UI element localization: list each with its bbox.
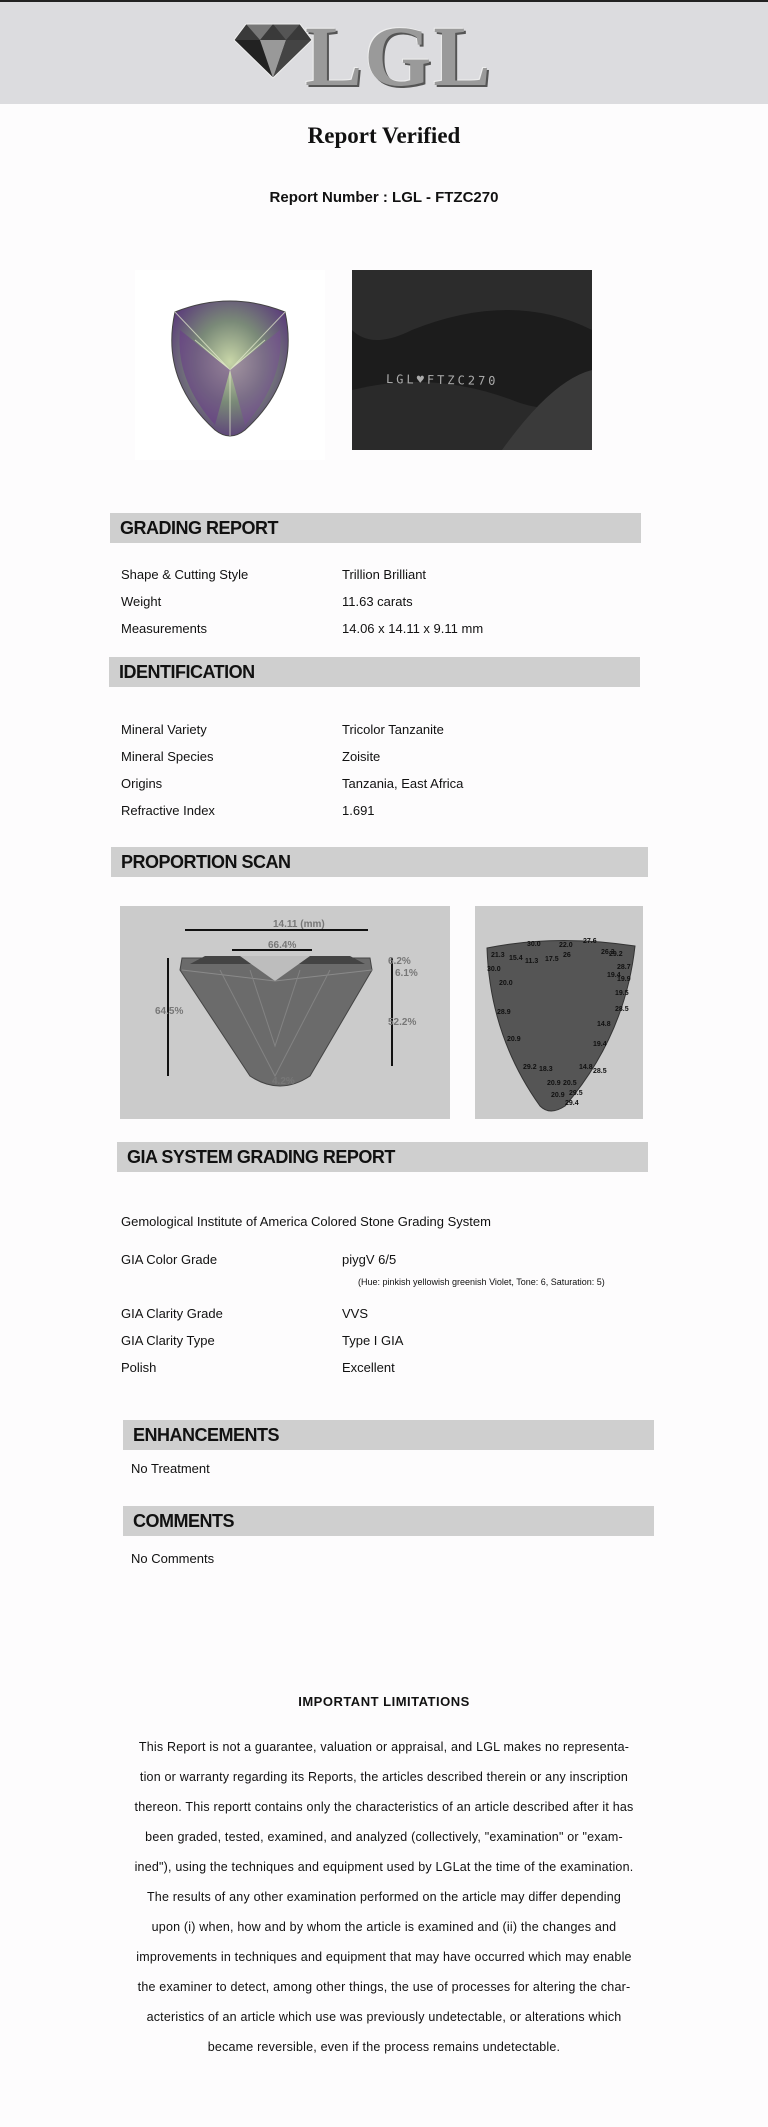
limitations-line: This Report is not a guarantee, valuation or appraisal, and LGL makes no representa- [138,1740,630,1754]
identification-value-3: 1.691 [342,803,375,818]
proportion-heading: PROPORTION SCAN [111,847,648,877]
limitations-line: upon (i) when, how and by whom the article is examined and (ii) the changes and [151,1920,617,1934]
label-pavilion: 52.2% [388,1017,417,1028]
top-value-label: 11.3 [525,958,539,965]
label-crown2: 6.1% [395,968,418,979]
gia-color-value: piygV 6/5 [342,1252,397,1267]
top-value-label: 29.2 [523,1064,537,1071]
limitations-line: improvements in techniques and equipment that may have occurred which may enable [136,1950,632,1964]
label-width: 14.11 (mm) [273,919,325,930]
top-value-label: 15.4 [509,955,523,962]
top-value-label: 30.0 [487,966,501,973]
gia-color-label: GIA Color Grade [121,1252,218,1267]
top-value-label: 21.3 [491,952,505,959]
trillion-gem-icon [135,270,325,460]
comments-text: No Comments [131,1551,215,1566]
label-depth: 64.5% [155,1006,184,1017]
inscription-photo [352,270,592,450]
gia-value-0: VVS [342,1306,369,1321]
limitations-line: The results of any other examination performed on the article may differ depending [146,1890,622,1904]
identification-heading: IDENTIFICATION [109,657,640,687]
limitations-line: the examiner to detect, among other things, the use of processes for altering the char- [137,1980,631,1994]
limitations-line: thereon. This reportt contains only the characteristics of an article described after it has [134,1800,634,1814]
top-value-label: 14.8 [597,1021,611,1028]
top-value-label: 20.9 [547,1080,561,1087]
identification-label-2: Origins [121,776,163,791]
diamond-logo-icon [232,18,314,80]
limitations-line: tion or warranty regarding its Reports, the articles described therein or any inscription [139,1770,629,1784]
top-value-label: 28.7 [617,964,631,971]
grading-heading: GRADING REPORT [110,513,641,543]
limitations-line: ined"), using the techniques and equipment used by LGLat the time of the examination. [134,1860,634,1874]
logo-text: LGL [305,8,493,104]
top-values [475,906,643,1119]
page-title: Report Verified [307,123,461,148]
gem-photo [135,270,325,460]
top-value-label: 19.9 [617,976,631,983]
top-value-label: 27.6 [583,938,597,945]
identification-label-0: Mineral Variety [121,722,207,737]
top-value-label: 30.0 [527,941,541,948]
identification-value-2: Tanzania, East Africa [342,776,464,791]
grading-label-2: Measurements [121,621,207,636]
top-value-label: 20.0 [499,980,513,987]
top-value-label: 18.3 [539,1066,553,1073]
identification-value-1: Zoisite [342,749,381,764]
comments-heading: COMMENTS [123,1506,654,1536]
top-value-label: 29.5 [569,1090,583,1097]
top-value-label: 28.5 [593,1068,607,1075]
top-value-label: 20.5 [563,1080,577,1087]
grading-value-1: 11.63 carats [342,594,413,609]
top-value-label: 19.4 [607,972,621,979]
limitations-body [118,1732,650,2062]
label-table: 66.4% [268,940,297,951]
gia-heading: GIA SYSTEM GRADING REPORT [117,1142,648,1172]
limitations-line: became reversible, even if the process remains undetectable. [207,2040,561,2054]
gia-value-2: Excellent [342,1360,395,1375]
gia-subtitle: Gemological Institute of America Colored Stone Grading System [121,1214,491,1229]
identification-value-0: Tricolor Tanzanite [342,722,444,737]
side-profile-diagram [120,906,450,1119]
identification-label-1: Mineral Species [121,749,214,764]
identification-label-3: Refractive Index [121,803,215,818]
top-value-label: 22.0 [559,942,573,949]
label-culet: 4.2% [272,1076,295,1087]
limitations-line: been graded, tested, examined, and analyzed (collectively, "examination" or "exam- [145,1830,623,1844]
enhancements-heading: ENHANCEMENTS [123,1420,654,1450]
top-value-label: 14.8 [579,1064,593,1071]
limitations-heading: IMPORTANT LIMITATIONS [298,1694,470,1709]
grading-label-0: Shape & Cutting Style [121,567,249,582]
gia-color-note: (Hue: pinkish yellowish greenish Violet, Tone: 6, Saturation: 5) [358,1277,605,1287]
gia-value-1: Type I GIA [342,1333,404,1348]
top-view-diagram [475,906,643,1119]
top-value-label: 17.5 [545,956,559,963]
grading-value-0: Trillion Brilliant [342,567,427,582]
top-value-label: 20.9 [551,1092,565,1099]
limitations-line: acteristics of an article which use was previously undetectable, or alterations which [146,2010,622,2024]
top-value-label: 19.4 [593,1041,607,1048]
gia-label-2: Polish [121,1360,157,1375]
top-value-label: 29.2 [609,951,623,958]
top-value-label: 20.9 [507,1036,521,1043]
top-value-label: 19.5 [615,990,629,997]
gia-label-0: GIA Clarity Grade [121,1306,223,1321]
top-value-label: 26.3 [601,949,615,956]
gia-label-1: GIA Clarity Type [121,1333,215,1348]
top-value-label: 29.4 [565,1100,579,1107]
top-value-label: 28.9 [497,1009,511,1016]
enhancements-text: No Treatment [131,1461,210,1476]
grading-value-2: 14.06 x 14.11 x 9.11 mm [342,621,484,636]
grading-label-1: Weight [121,594,162,609]
top-value-label: 28.5 [615,1006,629,1013]
report-number: Report Number : LGL - FTZC270 [269,189,499,206]
label-crown1: 6.2% [388,956,411,967]
top-value-label: 26 [563,952,571,959]
inscription-text: LGL♥FTZC270 [385,372,499,388]
